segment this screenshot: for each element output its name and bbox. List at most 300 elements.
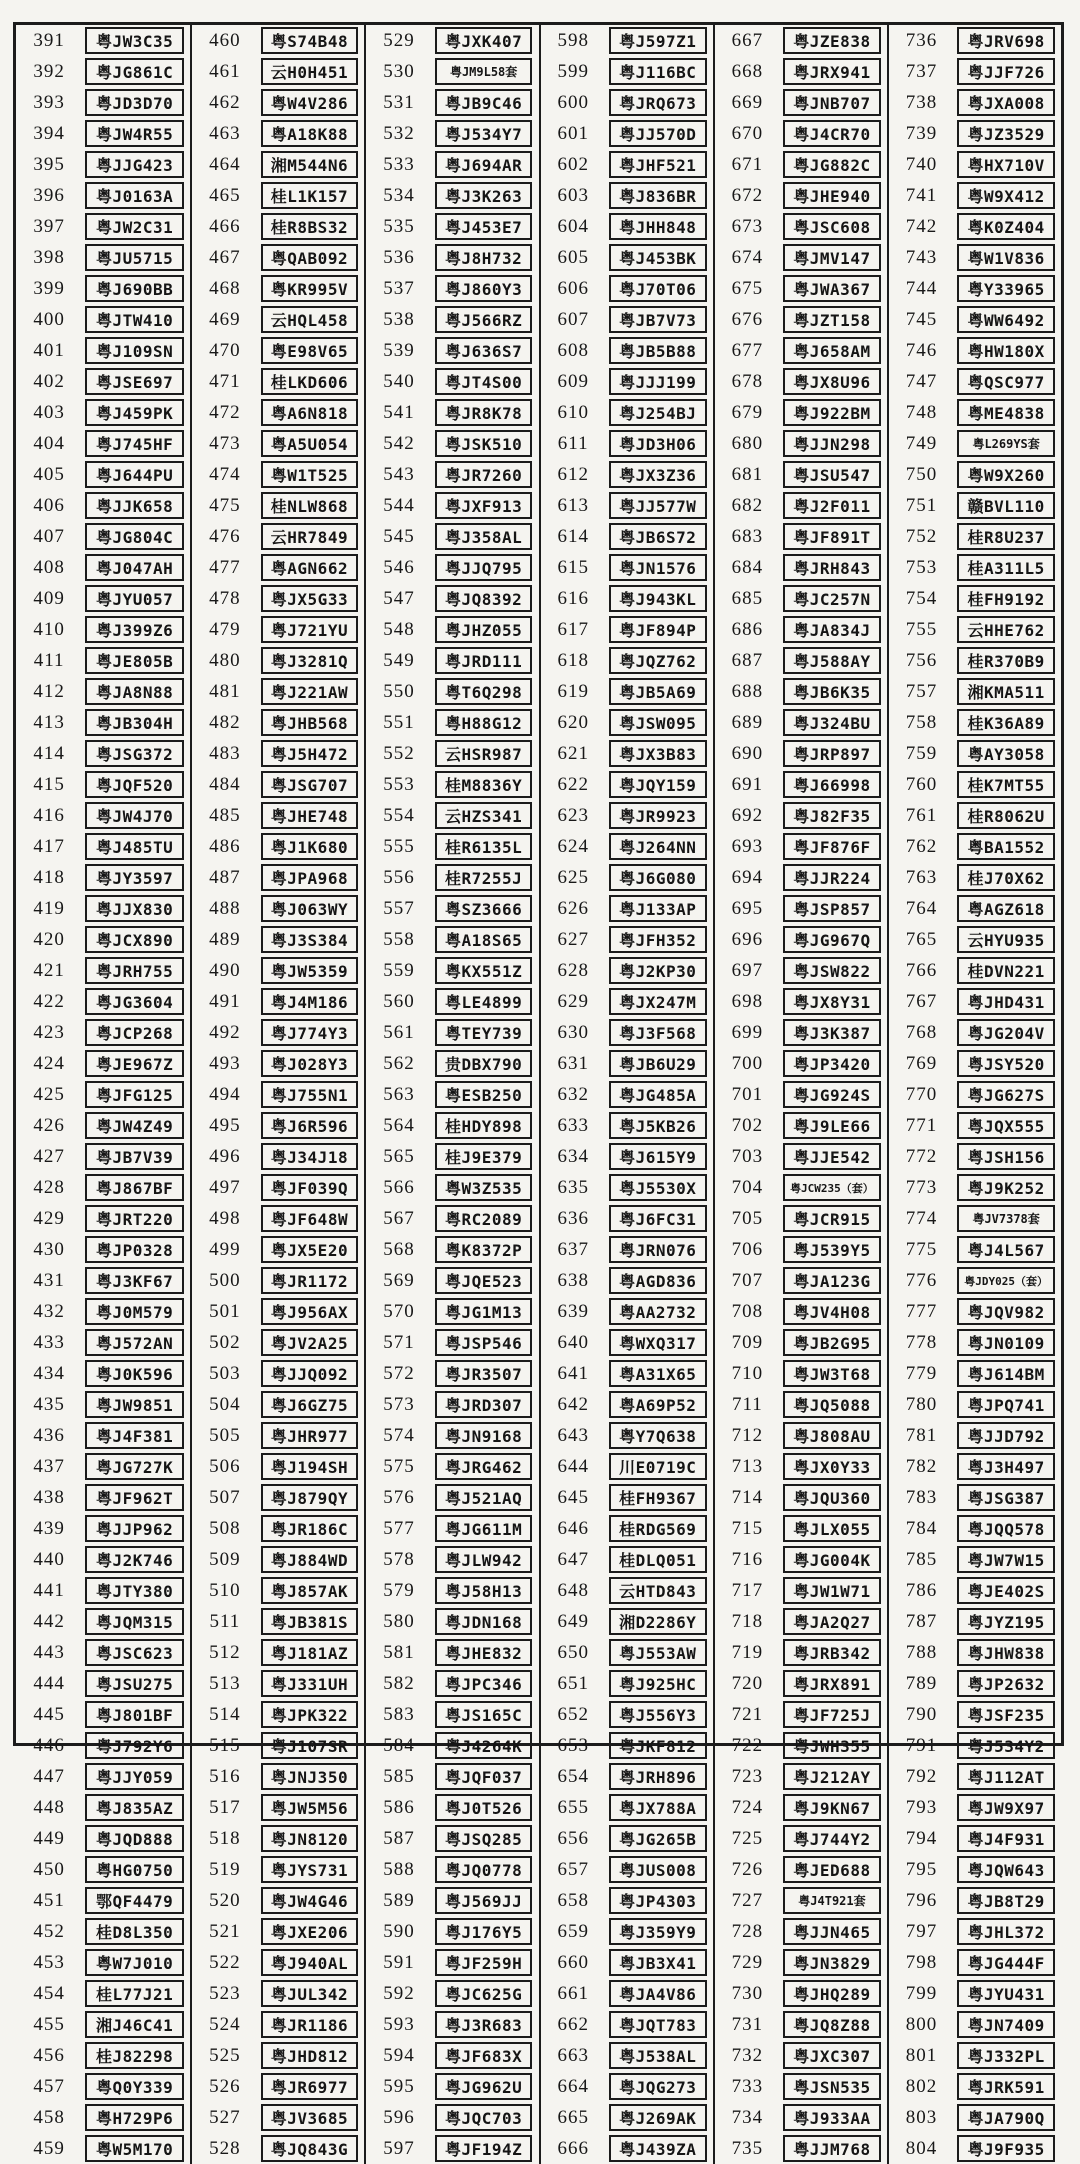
plate-cell xyxy=(432,1916,539,1947)
seq-number: 786 xyxy=(905,1579,938,1601)
seq-number: 516 xyxy=(209,1765,241,1787)
seq-number: 755 xyxy=(905,618,938,640)
seq-number: 680 xyxy=(731,432,764,454)
seq-number: 631 xyxy=(557,1052,589,1074)
plate-cell xyxy=(258,1482,365,1513)
seq-number: 733 xyxy=(731,2075,764,2097)
seq-number: 778 xyxy=(905,1331,938,1353)
plate-box: 粤JW3C35 xyxy=(85,27,184,54)
seq-number: 594 xyxy=(383,2044,415,2066)
seq-number: 521 xyxy=(209,1920,241,1942)
seq-number: 460 xyxy=(209,29,241,51)
plate-box: 粤J70T06 xyxy=(609,275,707,302)
plate-cell xyxy=(606,56,713,87)
plate-box: 粤JSU275 xyxy=(85,1670,184,1697)
seq-number: 432 xyxy=(33,1300,65,1322)
plate-box: 粤H88G12 xyxy=(435,709,533,736)
plate-cell xyxy=(954,769,1061,800)
plate-box: 粤J0K596 xyxy=(85,1360,184,1387)
plate-box: 粤JJQ092 xyxy=(261,1360,359,1387)
plate-box: 粤JG627S xyxy=(957,1081,1055,1108)
plate-cell xyxy=(780,2009,887,2040)
seq-number: 394 xyxy=(33,122,65,144)
plate-box: 粤JJE542 xyxy=(783,1143,881,1170)
seq-number: 728 xyxy=(731,1920,764,1942)
plate-box: 粤JV7378套 xyxy=(957,1205,1055,1232)
plate-cell xyxy=(82,1637,190,1668)
seq-number: 632 xyxy=(557,1083,589,1105)
plate-cell xyxy=(432,1575,539,1606)
seq-number: 777 xyxy=(905,1300,938,1322)
plate-cell xyxy=(780,893,887,924)
seq-number: 517 xyxy=(209,1796,241,1818)
plate-cell xyxy=(258,2133,365,2164)
seq-number: 739 xyxy=(905,122,938,144)
plate-box: 粤J801BF xyxy=(85,1701,184,1728)
seq-number: 522 xyxy=(209,1951,241,1973)
seq-number: 418 xyxy=(33,866,65,888)
seq-number: 710 xyxy=(731,1362,764,1384)
plate-box: 粤H729P6 xyxy=(85,2104,184,2131)
seq-number: 685 xyxy=(731,587,764,609)
plate-cell xyxy=(82,211,190,242)
seq-number: 498 xyxy=(209,1207,241,1229)
seq-number: 612 xyxy=(557,463,589,485)
seq-number: 599 xyxy=(557,60,589,82)
plate-cell xyxy=(954,614,1061,645)
seq-number: 403 xyxy=(33,401,65,423)
plate-cell xyxy=(780,1575,887,1606)
plate-cell xyxy=(82,1358,190,1389)
plate-cell xyxy=(954,1668,1061,1699)
plate-cell xyxy=(258,1079,365,1110)
plate-cell xyxy=(432,1947,539,1978)
plate-cell xyxy=(82,2133,190,2164)
seq-number: 741 xyxy=(905,184,938,206)
seq-number: 431 xyxy=(33,1269,65,1291)
seq-number: 803 xyxy=(905,2106,938,2128)
plate-cell xyxy=(606,87,713,118)
plate-cell xyxy=(82,1730,190,1761)
seq-number: 484 xyxy=(209,773,241,795)
plate-box: 粤JZE838 xyxy=(783,27,881,54)
plate-cell xyxy=(82,955,190,986)
plate-cell xyxy=(606,1451,713,1482)
plate-cell xyxy=(780,1451,887,1482)
plate-box: 粤JCX890 xyxy=(85,926,184,953)
plate-cell xyxy=(258,1699,365,1730)
seq-number: 704 xyxy=(731,1176,764,1198)
seq-number: 635 xyxy=(557,1176,589,1198)
plate-cell xyxy=(780,211,887,242)
seq-number: 738 xyxy=(905,91,938,113)
plate-cell xyxy=(258,1544,365,1575)
plate-cell xyxy=(258,862,365,893)
plate-box: 粤J9F935 xyxy=(957,2135,1055,2162)
plate-cell xyxy=(258,1358,365,1389)
plate-cell xyxy=(82,769,190,800)
plate-cell xyxy=(954,1699,1061,1730)
plate-cell xyxy=(82,583,190,614)
plate-cell xyxy=(258,335,365,366)
seq-number: 505 xyxy=(209,1424,241,1446)
plate-box: 粤JP0328 xyxy=(85,1236,184,1263)
seq-number: 544 xyxy=(383,494,415,516)
seq-number: 427 xyxy=(33,1145,65,1167)
seq-number: 615 xyxy=(557,556,589,578)
plate-cell xyxy=(780,1854,887,1885)
seq-number: 558 xyxy=(383,928,415,950)
plate-box: 粤WW6492 xyxy=(957,306,1055,333)
plate-cell xyxy=(606,676,713,707)
plate-cell xyxy=(780,490,887,521)
plate-cell xyxy=(780,273,887,304)
seq-number: 536 xyxy=(383,246,415,268)
plate-box: 粤JWA367 xyxy=(783,275,881,302)
plate-cell xyxy=(780,1885,887,1916)
seq-number: 723 xyxy=(731,1765,764,1787)
plate-box: 粤J112AT xyxy=(957,1763,1055,1790)
seq-number: 752 xyxy=(905,525,938,547)
plate-box: 粤JZ3529 xyxy=(957,120,1055,147)
seq-number: 511 xyxy=(209,1610,241,1632)
plate-box: 粤AA2732 xyxy=(609,1298,707,1325)
plate-cell xyxy=(82,242,190,273)
plate-box: 粤JSF235 xyxy=(957,1701,1055,1728)
plate-box: 粤JCW235（套） xyxy=(783,1174,881,1201)
plate-box: 粤E98V65 xyxy=(261,337,359,364)
plate-box: 粤A69P52 xyxy=(609,1391,707,1418)
seq-number: 422 xyxy=(33,990,65,1012)
seq-number: 742 xyxy=(905,215,938,237)
plate-box: 粤JPA968 xyxy=(261,864,359,891)
plate-cell xyxy=(780,1544,887,1575)
plate-cell xyxy=(780,1017,887,1048)
seq-number: 640 xyxy=(557,1331,589,1353)
plate-cell xyxy=(258,1203,365,1234)
plate-box: 粤J2K746 xyxy=(85,1546,184,1573)
plate-cell xyxy=(954,707,1061,738)
seq-number: 408 xyxy=(33,556,65,578)
plate-cell xyxy=(82,1110,190,1141)
plate-cell xyxy=(780,428,887,459)
plate-cell xyxy=(82,459,190,490)
plate-cell xyxy=(258,738,365,769)
plate-cell xyxy=(258,490,365,521)
seq-number: 466 xyxy=(209,215,241,237)
plate-box: 粤W7J010 xyxy=(85,1949,184,1976)
seq-number: 462 xyxy=(209,91,241,113)
plate-cell xyxy=(432,366,539,397)
plate-cell xyxy=(432,2040,539,2071)
plate-cell xyxy=(432,1637,539,1668)
plate-box: 桂DLQ051 xyxy=(609,1546,707,1573)
plate-box: 粤JV3685 xyxy=(261,2104,359,2131)
plate-box: 粤JJK658 xyxy=(85,492,184,519)
plate-box: 粤JQM315 xyxy=(85,1608,184,1635)
plate-box: 粤S74B48 xyxy=(261,27,359,54)
plate-box: 粤J534Y7 xyxy=(435,120,533,147)
seq-number: 469 xyxy=(209,308,241,330)
seq-number: 705 xyxy=(731,1207,764,1229)
plate-box: 粤J5H472 xyxy=(261,740,359,767)
plate-box: 云HR7849 xyxy=(261,523,359,550)
plate-box: 粤JA123G xyxy=(783,1267,881,1294)
plate-box: 粤J566RZ xyxy=(435,306,533,333)
plate-cell xyxy=(258,118,365,149)
plate-cell xyxy=(606,1978,713,2009)
plate-box: 粤J808AU xyxy=(783,1422,881,1449)
seq-number: 636 xyxy=(557,1207,589,1229)
plate-box: 粤W9X412 xyxy=(957,182,1055,209)
plate-box: 粤JF683X xyxy=(435,2042,533,2069)
plate-cell xyxy=(954,552,1061,583)
seq-number: 652 xyxy=(557,1703,589,1725)
plate-cell xyxy=(606,1575,713,1606)
seq-number: 703 xyxy=(731,1145,764,1167)
plate-box: 粤JR8K78 xyxy=(435,399,533,426)
plate-cell xyxy=(258,366,365,397)
plate-cell xyxy=(606,583,713,614)
plate-box: 粤J884WD xyxy=(261,1546,359,1573)
seq-number: 656 xyxy=(557,1827,589,1849)
plate-box: 粤JC625G xyxy=(435,1980,533,2007)
plate-box: 粤J6GZ75 xyxy=(261,1391,359,1418)
plate-cell xyxy=(432,242,539,273)
plate-box: 粤J3K263 xyxy=(435,182,533,209)
plate-box: 粤JB6S72 xyxy=(609,523,707,550)
seq-number: 586 xyxy=(383,1796,415,1818)
plate-box: 粤JB381S xyxy=(261,1608,359,1635)
seq-number: 485 xyxy=(209,804,241,826)
plate-box: 粤ESB250 xyxy=(435,1081,533,1108)
seq-number: 513 xyxy=(209,1672,241,1694)
plate-cell xyxy=(258,304,365,335)
plate-cell xyxy=(258,1823,365,1854)
seq-number: 413 xyxy=(33,711,65,733)
plate-box: 粤JHL372 xyxy=(957,1918,1055,1945)
plate-cell xyxy=(780,1265,887,1296)
plate-box: 粤AY3058 xyxy=(957,740,1055,767)
plate-box: 粤A18S65 xyxy=(435,926,533,953)
plate-cell xyxy=(258,1606,365,1637)
seq-number: 654 xyxy=(557,1765,589,1787)
plate-cell xyxy=(82,1978,190,2009)
plate-box: 粤JHE940 xyxy=(783,182,881,209)
seq-number: 524 xyxy=(209,2013,241,2035)
plate-box: 粤J109SN xyxy=(85,337,184,364)
plate-cell xyxy=(606,831,713,862)
plate-cell xyxy=(606,1420,713,1451)
plate-box: 云HQL458 xyxy=(261,306,359,333)
seq-number: 758 xyxy=(905,711,938,733)
plate-cell xyxy=(954,211,1061,242)
seq-number: 574 xyxy=(383,1424,415,1446)
plate-box: 粤JF648W xyxy=(261,1205,359,1232)
plate-cell xyxy=(82,924,190,955)
plate-box: 粤JHR977 xyxy=(261,1422,359,1449)
seq-number: 716 xyxy=(731,1548,764,1570)
plate-cell xyxy=(82,1079,190,1110)
plate-cell xyxy=(954,862,1061,893)
plate-cell xyxy=(606,738,713,769)
plate-cell xyxy=(82,738,190,769)
plate-box: 粤KR995V xyxy=(261,275,359,302)
plate-box: 粤JCP268 xyxy=(85,1019,184,1046)
seq-number: 407 xyxy=(33,525,65,547)
seq-number: 479 xyxy=(209,618,241,640)
plate-cell xyxy=(82,2102,190,2133)
plate-box: 粤JSP546 xyxy=(435,1329,533,1356)
plate-box: 粤JJG423 xyxy=(85,151,184,178)
plate-box: 粤HX710V xyxy=(957,151,1055,178)
plate-cell xyxy=(82,118,190,149)
seq-number: 397 xyxy=(33,215,65,237)
plate-box: 粤J9K252 xyxy=(957,1174,1055,1201)
seq-number: 760 xyxy=(905,773,938,795)
plate-box: 粤ME4838 xyxy=(957,399,1055,426)
plate-box: 粤J572AN xyxy=(85,1329,184,1356)
seq-number: 788 xyxy=(905,1641,938,1663)
plate-box: 粤JRV698 xyxy=(957,27,1055,54)
plate-cell xyxy=(82,893,190,924)
plate-cell xyxy=(780,1110,887,1141)
plate-box: 云HHE762 xyxy=(957,616,1055,643)
seq-number: 638 xyxy=(557,1269,589,1291)
plate-box: 粤JQF520 xyxy=(85,771,184,798)
plate-cell xyxy=(432,1017,539,1048)
seq-number: 772 xyxy=(905,1145,938,1167)
plate-cell xyxy=(82,1234,190,1265)
seq-number: 416 xyxy=(33,804,65,826)
seq-number: 764 xyxy=(905,897,938,919)
seq-number: 401 xyxy=(33,339,65,361)
seq-number: 724 xyxy=(731,1796,764,1818)
plate-box: 桂FH9367 xyxy=(609,1484,707,1511)
seq-number: 671 xyxy=(731,153,764,175)
plate-box: 粤JG727K xyxy=(85,1453,184,1480)
seq-number: 601 xyxy=(557,122,589,144)
seq-number: 735 xyxy=(731,2137,764,2159)
seq-number: 489 xyxy=(209,928,241,950)
seq-number: 747 xyxy=(905,370,938,392)
plate-cell xyxy=(954,521,1061,552)
plate-cell xyxy=(82,2071,190,2102)
seq-number: 471 xyxy=(209,370,241,392)
plate-cell xyxy=(432,1079,539,1110)
plate-box: 粤J755N1 xyxy=(261,1081,359,1108)
plate-cell xyxy=(954,1606,1061,1637)
plate-box: 粤JY3597 xyxy=(85,864,184,891)
plate-cell xyxy=(82,490,190,521)
seq-number: 795 xyxy=(905,1858,938,1880)
plate-cell xyxy=(606,924,713,955)
plate-box: 云HZS341 xyxy=(435,802,533,829)
seq-number: 478 xyxy=(209,587,241,609)
plate-cell xyxy=(82,1575,190,1606)
seq-number: 587 xyxy=(383,1827,415,1849)
plate-box: 粤JQZ762 xyxy=(609,647,707,674)
plate-cell xyxy=(432,893,539,924)
plate-box: 桂K36A89 xyxy=(957,709,1055,736)
plate-box: 粤JRK591 xyxy=(957,2073,1055,2100)
plate-cell xyxy=(780,1482,887,1513)
plate-box: 粤JQ8Z88 xyxy=(783,2011,881,2038)
plate-box: 粤JSE697 xyxy=(85,368,184,395)
seq-number: 499 xyxy=(209,1238,241,1260)
plate-box: 粤JG1M13 xyxy=(435,1298,533,1325)
plate-cell xyxy=(82,56,190,87)
plate-cell xyxy=(954,645,1061,676)
plate-box: 粤JQY159 xyxy=(609,771,707,798)
plate-box: 粤JDN168 xyxy=(435,1608,533,1635)
plate-cell xyxy=(780,2071,887,2102)
seq-number: 504 xyxy=(209,1393,241,1415)
plate-cell xyxy=(954,273,1061,304)
plate-cell xyxy=(780,769,887,800)
seq-number: 570 xyxy=(383,1300,415,1322)
plate-box: 川E0719C xyxy=(609,1453,707,1480)
seq-number: 648 xyxy=(557,1579,589,1601)
seq-number: 575 xyxy=(383,1455,415,1477)
plate-box: 粤JW5M56 xyxy=(261,1794,359,1821)
plate-cell xyxy=(432,1823,539,1854)
seq-number: 406 xyxy=(33,494,65,516)
seq-number: 393 xyxy=(33,91,65,113)
plate-box: 粤J324BU xyxy=(783,709,881,736)
plate-cell xyxy=(780,1916,887,1947)
seq-number: 415 xyxy=(33,773,65,795)
plate-cell xyxy=(82,1420,190,1451)
plate-cell xyxy=(606,1668,713,1699)
plate-box: 粤JC257N xyxy=(783,585,881,612)
plate-box: 粤JXA008 xyxy=(957,89,1055,116)
plate-cell xyxy=(258,614,365,645)
seq-number: 591 xyxy=(383,1951,415,1973)
plate-box: 湘M544N6 xyxy=(261,151,359,178)
plate-box: 粤JJD792 xyxy=(957,1422,1055,1449)
seq-number: 748 xyxy=(905,401,938,423)
seq-number: 538 xyxy=(383,308,415,330)
plate-cell xyxy=(82,676,190,707)
plate-box: 粤HG0750 xyxy=(85,1856,184,1883)
plate-cell xyxy=(432,583,539,614)
seq-number: 804 xyxy=(905,2137,938,2159)
plate-cell xyxy=(432,180,539,211)
plate-box: 粤JN3829 xyxy=(783,1949,881,1976)
seq-number: 543 xyxy=(383,463,415,485)
plate-box: 粤QSC977 xyxy=(957,368,1055,395)
plate-cell xyxy=(954,242,1061,273)
plate-cell xyxy=(258,1885,365,1916)
plate-box: 粤J485TU xyxy=(85,833,184,860)
seq-number: 567 xyxy=(383,1207,415,1229)
plate-box: 粤JWH355 xyxy=(783,1732,881,1759)
seq-number: 391 xyxy=(33,29,65,51)
plate-cell xyxy=(606,1358,713,1389)
plate-box: 粤JSU547 xyxy=(783,461,881,488)
plate-cell xyxy=(606,707,713,738)
plate-box: 粤JJR224 xyxy=(783,864,881,891)
seq-number: 783 xyxy=(905,1486,938,1508)
plate-box: 粤J459PK xyxy=(85,399,184,426)
plate-box: 粤J690BB xyxy=(85,275,184,302)
plate-box: 粤JB5B88 xyxy=(609,337,707,364)
plate-cell xyxy=(780,459,887,490)
plate-cell xyxy=(258,1017,365,1048)
seq-number: 684 xyxy=(731,556,764,578)
plate-cell xyxy=(432,335,539,366)
